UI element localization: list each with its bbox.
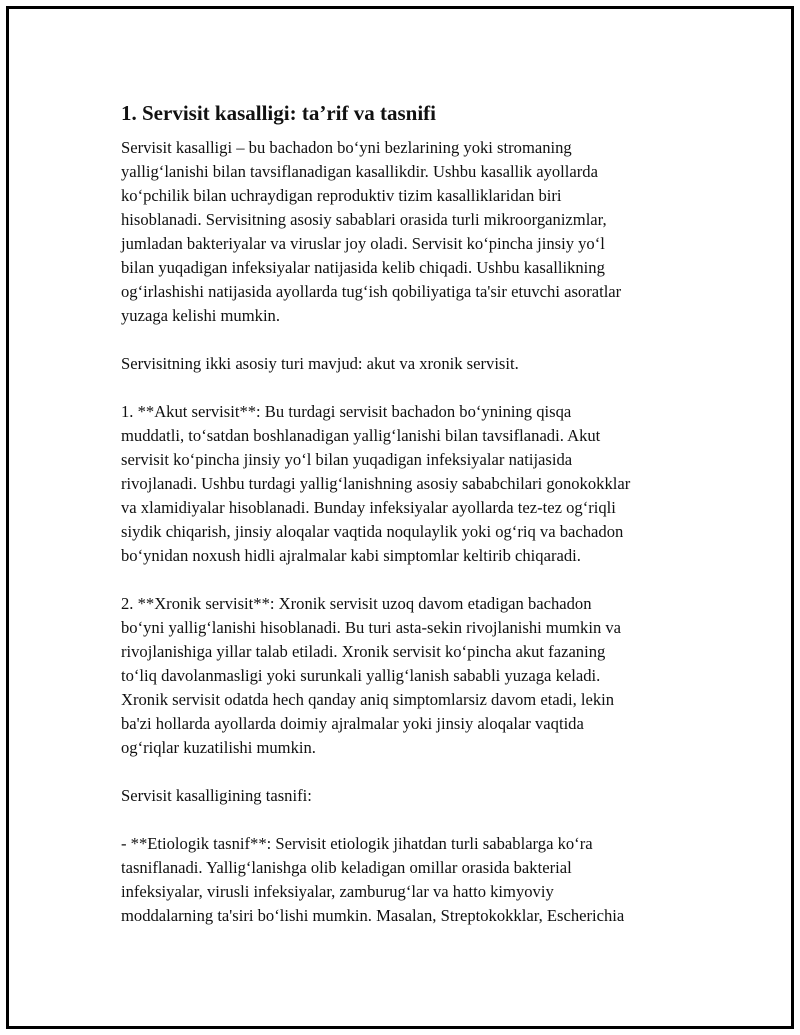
document-body	[121, 99, 711, 952]
text-line: siydik chiqarish, jinsiy aloqalar vaqtida noqulaylik yoki og‘riq va bachadon	[121, 522, 624, 541]
paragraph	[121, 784, 711, 808]
text-line: muddatli, to‘satdan boshlanadigan yallig‘lanishi bilan tavsiflanadi. Akut	[121, 426, 601, 445]
page-border	[6, 6, 794, 1029]
text-line: yallig‘lanishi bilan tavsiflanadigan kasallikdir. Ushbu kasallik ayollarda	[121, 162, 598, 181]
text-line: 1. **Akut servisit**: Bu turdagi servisit bachadon bo‘ynining qisqa	[121, 402, 572, 421]
text-line: va xlamidiyalar hisoblanadi. Bunday infeksiyalar ayollarda tez-tez og‘riqli	[121, 498, 616, 517]
text-line: Servisit kasalligining tasnifi:	[121, 786, 312, 805]
text-line: 2. **Xronik servisit**: Xronik servisit uzoq davom etadigan bachadon	[121, 594, 592, 613]
text-line: bo‘yni yallig‘lanishi hisoblanadi. Bu turi asta-sekin rivojlanishi mumkin va	[121, 618, 622, 637]
text-line: to‘liq davolanmasligi yoki surunkali yallig‘lanish sababli yuzaga keladi.	[121, 666, 601, 685]
text-line: moddalarning ta'siri bo‘lishi mumkin. Masalan, Streptokokklar, Escherichia	[121, 906, 625, 925]
text-line: Xronik servisit odatda hech qanday aniq simptomlarsiz davom etadi, lekin	[121, 690, 615, 709]
text-line: bilan yuqadigan infeksiyalar natijasida kelib chiqadi. Ushbu kasallikning	[121, 258, 605, 277]
paragraph	[121, 832, 711, 928]
text-line: rivojlanadi. Ushbu turdagi yallig‘lanishning asosiy sababchilari gonokokklar	[121, 474, 631, 493]
paragraph	[121, 400, 711, 568]
text-line: og‘irlashishi natijasida ayollarda tug‘ish qobiliyatiga ta'sir etuvchi asoratlar	[121, 282, 622, 301]
paragraph	[121, 352, 711, 376]
text-line: Servisitning ikki asosiy turi mavjud: akut va xronik servisit.	[121, 354, 519, 373]
text-line: rivojlanishiga yillar talab etiladi. Xronik servisit ko‘pincha akut fazaning	[121, 642, 606, 661]
text-line: servisit ko‘pincha jinsiy yo‘l bilan yuqadigan infeksiyalar natijasida	[121, 450, 573, 469]
paragraph	[121, 592, 711, 760]
paragraph	[121, 136, 711, 328]
text-line: ba'zi hollarda ayollarda doimiy ajralmalar yoki jinsiy aloqalar vaqtida	[121, 714, 584, 733]
text-line: - **Etiologik tasnif**: Servisit etiologik jihatdan turli sabablarga ko‘ra	[121, 834, 593, 853]
text-line: tasniflanadi. Yallig‘lanishga olib keladigan omillar orasida bakterial	[121, 858, 572, 877]
text-line: yuzaga kelishi mumkin.	[121, 306, 280, 325]
text-line: hisoblanadi. Servisitning asosiy sabablari orasida turli mikroorganizmlar,	[121, 210, 607, 229]
text-line: og‘riqlar kuzatilishi mumkin.	[121, 738, 316, 757]
text-line: ko‘pchilik bilan uchraydigan reproduktiv tizim kasalliklaridan biri	[121, 186, 562, 205]
text-line: Servisit kasalligi – bu bachadon bo‘yni bezlarining yoki stromaning	[121, 138, 572, 157]
text-line: bo‘ynidan noxush hidli ajralmalar kabi simptomlar keltirib chiqaradi.	[121, 546, 581, 565]
paragraph-list	[121, 136, 711, 928]
text-line: jumladan bakteriyalar va viruslar joy oladi. Servisit ko‘pincha jinsiy yo‘l	[121, 234, 605, 253]
section-heading: 1. Servisit kasalligi: ta’rif va tasnifi	[121, 101, 436, 125]
text-line: infeksiyalar, virusli infeksiyalar, zamburug‘lar va hatto kimyoviy	[121, 882, 554, 901]
